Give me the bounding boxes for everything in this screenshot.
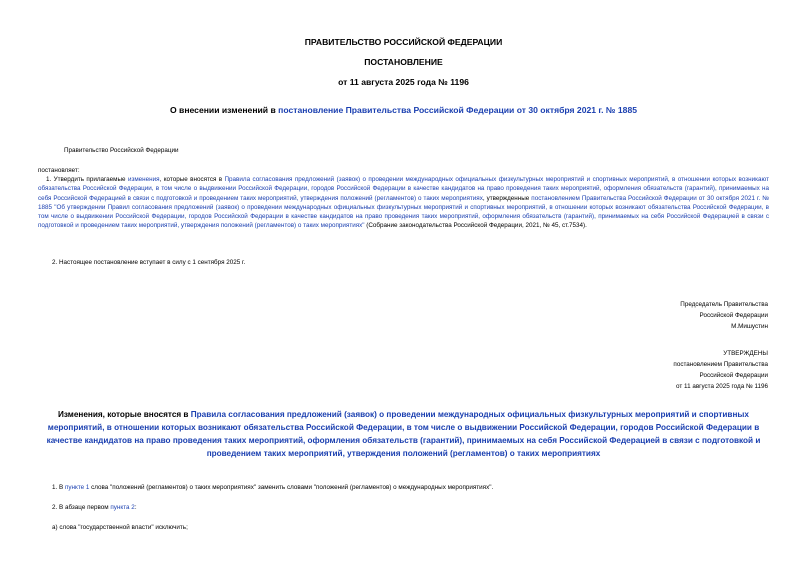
signature-block [680, 299, 768, 332]
title-prefix: О внесении изменений в [169, 105, 279, 115]
document-date-number: от 11 августа 2025 года № 1196 [338, 77, 469, 87]
point-2: 2. Настоящее постановление вступает в силу с 1 сентября 2025 г. [52, 259, 246, 266]
approved-line-2: постановлением Правительства [673, 361, 768, 368]
approved-block [673, 348, 768, 392]
point-1-link[interactable]: пункте 1 [64, 484, 90, 491]
signature-name: М.Мишустин [731, 323, 768, 330]
point-1: 1. Утвердить прилагаемые изменения, которые вносятся в Правила согласования предложений (заявок) о проведении международных официальных физкультурных мероприятий и спортивных мероприятий, в отношении которых возникают обязательства Российской Федерации, в том числе о выдвижении Российской Федерации, городов Российской Федерации в качестве кандидатов на право проведения таких мероприятий, оформления обязательств (гарантий), принимаемых на себя Российской Федерацией в связи с подготовкой и проведением таких мероприятий, утверждения положений (регламентов) о таких мероприятиях, утвержденные постановлением Правительства Российской Федерации от 30 октября 2021 г. № 1885 "Об утверждении Правил согласования предложений (заявок) о проведении международных официальных физкультурных мероприятий и спортивных мероприятий, в отношении которых возникают обязательства Российской Федерации, в том числе о выдвижении Российской Федерации, городов Российской Федерации в качестве кандидатов на право проведения таких мероприятий, оформления обязательств (гарантий), принимаемых на себя Российской Федерацией в связи с подготовкой и проведением таких мероприятий, утверждения положений (регламентов) о таких мероприятиях" (Собрание законодательства Российской Федерации, 2021, № 45, ст.7534). [38, 176, 770, 230]
point-2-link[interactable]: пункта 2 [110, 504, 135, 511]
rules-link[interactable]: Правила согласования предложений (заявок) о проведении международных официальных физкультурных мероприятий и спортивных мероприятий, в отношении которых возникают обязательства Российской Федерации, в том числе о выдвижении Российской Федерации, городов Российской Федерации в качестве кандидатов на право проведения таких мероприятий, оформления обязательств (гарантий), принимаемых на себя Российской Федерацией в связи с подготовкой и проведением таких мероприятий, утверждения положений (регламентов) о таких мероприятиях [38, 176, 769, 202]
changes-rules-link[interactable]: Правила согласования предложений (заявок) о проведении международных официальных физкультурных мероприятий и спортивных мероприятий, в отношении которых возникают обязательства Российской Федерации, в том числе о выдвижении Российской Федерации, городов Российской Федерации в качестве кандидатов на право проведения таких мероприятий, оформления обязательств (гарантий), принимаемых на себя Российской Федерацией в связи с подготовкой и проведением таких мероприятий, утверждения положений (регламентов) о таких мероприятиях [46, 410, 761, 458]
issuer: Правительство Российской Федерации [64, 147, 179, 154]
document-type: ПОСТАНОВЛЕНИЕ [364, 57, 443, 67]
government-name: ПРАВИТЕЛЬСТВО РОССИЙСКОЙ ФЕДЕРАЦИИ [304, 37, 503, 47]
change-1: 1. В пункте 1 слова "положений (регламентов) о таких мероприятиях" заменить словами "положений (регламентов) о международных мероприятиях". [52, 484, 494, 491]
resolution-link[interactable]: постановлением Правительства Российской Федерации от 30 октября 2021 г. № 1885 "Об утверждении Правил согласования предложений (заявок) о проведении международных официальных физкультурных мероприятий и спортивных мероприятий, в отношении которых возникают обязательства Российской Федерации, в том числе о выдвижении Российской Федерации, городов Российской Федерации в качестве кандидатов на право проведения таких мероприятий, оформления обязательств (гарантий), принимаемых на себя Российской Федерацией в связи с подготовкой и проведением таких мероприятий, утверждения положений (регламентов) о таких мероприятиях" [38, 194, 770, 230]
decides: постановляет: [38, 167, 80, 174]
title-link[interactable]: постановление Правительства Российской Федерации от 30 октября 2021 г. № 1885 [278, 105, 638, 115]
changes-link[interactable]: изменения [127, 176, 160, 183]
changes-title: Изменения, которые вносятся в Правила согласования предложений (заявок) о проведении международных официальных физкультурных мероприятий и спортивных мероприятий, в отношении которых возникают обязательства Российской Федерации, в том числе о выдвижении Российской Федерации, городов Российской Федерации в качестве кандидатов на право проведения таких мероприятий, оформления обязательств (гарантий), принимаемых на себя Российской Федерацией в связи с подготовкой и проведением таких мероприятий, утверждения положений (регламентов) о таких мероприятиях [46, 410, 761, 458]
approved-line-4: от 11 августа 2025 года № 1196 [676, 383, 768, 390]
signature-position-2: Российской Федерации [699, 312, 768, 319]
change-2: 2. В абзаце первом пункта 2: [52, 504, 137, 511]
signature-position-1: Председатель Правительства [680, 301, 768, 308]
document-title [0, 105, 807, 115]
approved-label: УТВЕРЖДЕНЫ [723, 350, 768, 357]
approved-line-3: Российской Федерации [699, 372, 768, 379]
change-2a: а) слова "государственной власти" исключить; [52, 524, 188, 531]
